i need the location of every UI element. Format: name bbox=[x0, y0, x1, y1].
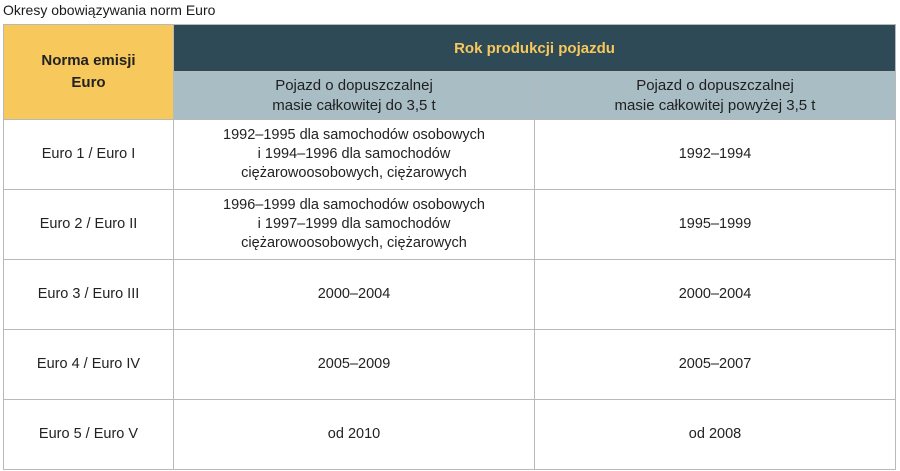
cell-line: 1996–1999 dla samochodów osobowych bbox=[223, 197, 485, 213]
light-vehicle-cell: od 2010 bbox=[174, 400, 535, 470]
header-heavy-vehicle bbox=[535, 72, 896, 120]
header-norm-line1: Norma emisji bbox=[41, 52, 136, 69]
table-row bbox=[4, 120, 896, 190]
norm-cell: Euro 2 / Euro II bbox=[4, 190, 174, 260]
light-vehicle-cell bbox=[174, 120, 535, 190]
header-heavy-line2: masie całkowitej powyżej 3,5 t bbox=[614, 96, 816, 114]
heavy-vehicle-cell: 1995–1999 bbox=[535, 190, 896, 260]
header-heavy-line1: Pojazd o dopuszczalnej bbox=[636, 76, 794, 94]
cell-line: i 1994–1996 dla samochodów bbox=[257, 146, 451, 162]
header-norm bbox=[4, 25, 174, 120]
header-light-line2: masie całkowitej do 3,5 t bbox=[272, 96, 436, 114]
cell-line: ciężarowoosobowych, ciężarowych bbox=[241, 235, 467, 251]
header-light-vehicle bbox=[174, 72, 535, 120]
cell-line: ciężarowoosobowych, ciężarowych bbox=[241, 165, 467, 181]
light-vehicle-cell bbox=[174, 190, 535, 260]
euro-norms-table bbox=[3, 24, 896, 470]
header-light-line1: Pojazd o dopuszczalnej bbox=[275, 76, 433, 94]
heavy-vehicle-cell: 2005–2007 bbox=[535, 330, 896, 400]
table-row bbox=[4, 260, 896, 330]
light-vehicle-cell: 2005–2009 bbox=[174, 330, 535, 400]
heavy-vehicle-cell: 1992–1994 bbox=[535, 120, 896, 190]
cell-line: 1992–1995 dla samochodów osobowych bbox=[223, 127, 485, 143]
header-production-year: Rok produkcji pojazdu bbox=[174, 25, 896, 72]
heavy-vehicle-cell: 2000–2004 bbox=[535, 260, 896, 330]
norm-cell: Euro 5 / Euro V bbox=[4, 400, 174, 470]
table-row bbox=[4, 190, 896, 260]
norm-cell: Euro 4 / Euro IV bbox=[4, 330, 174, 400]
table-row bbox=[4, 330, 896, 400]
table-caption: Okresy obowiązywania norm Euro bbox=[3, 2, 216, 18]
norm-cell: Euro 1 / Euro I bbox=[4, 120, 174, 190]
heavy-vehicle-cell: od 2008 bbox=[535, 400, 896, 470]
light-vehicle-cell: 2000–2004 bbox=[174, 260, 535, 330]
header-norm-line2: Euro bbox=[71, 74, 106, 91]
table-row bbox=[4, 400, 896, 470]
norm-cell: Euro 3 / Euro III bbox=[4, 260, 174, 330]
cell-line: i 1997–1999 dla samochodów bbox=[257, 216, 451, 232]
